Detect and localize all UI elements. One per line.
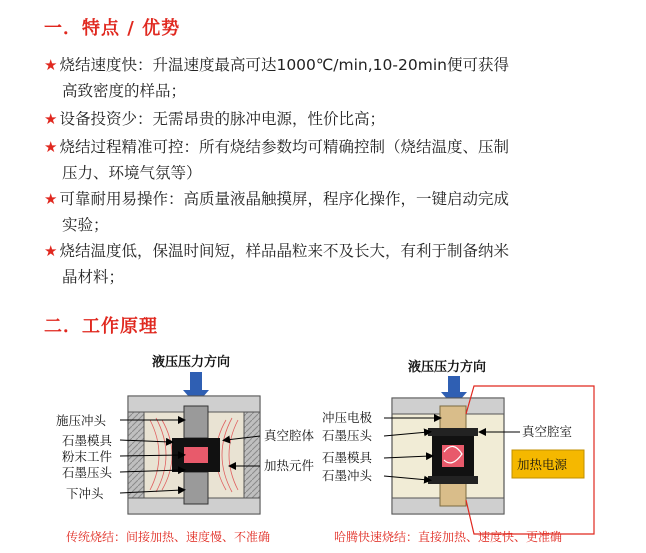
bullet-4: ★ 可靠耐用易操作：高质量液晶触摸屏，程序化操作，一键启动完成 实验； xyxy=(44,190,509,234)
left-label-vacuum: 真空腔体 xyxy=(264,428,315,443)
star-icon: ★ xyxy=(44,242,58,260)
star-icon: ★ xyxy=(44,56,58,74)
star-icon: ★ xyxy=(44,190,58,208)
bullet-1: ★ 烧结速度快：升温速度最高可达1000℃/min,10-20min便可获得 高致密度的样品； xyxy=(44,56,509,100)
star-icon: ★ xyxy=(44,138,58,156)
left-diagram xyxy=(56,354,315,544)
section1-title: 一．特点 / 优势 xyxy=(44,18,181,39)
section2-title: 二．工作原理 xyxy=(44,316,158,337)
left-label-press-head: 石墨压头 xyxy=(62,465,113,480)
bullet-2: ★ 设备投资少：无需昂贵的脉冲电源，性价比高； xyxy=(44,110,385,128)
left-caption: 传统烧结：间接加热、速度慢、不准确 xyxy=(66,530,271,544)
left-pressure-label: 液压压力方向 xyxy=(152,355,231,370)
right-label-chamber: 真空腔室 xyxy=(522,424,573,439)
star-icon: ★ xyxy=(44,110,58,128)
right-label-press-head: 石墨压头 xyxy=(322,428,373,443)
right-label-punch: 石墨冲头 xyxy=(322,468,373,483)
right-label-electrode: 冲压电极 xyxy=(322,410,373,425)
left-label-lower-punch: 下冲头 xyxy=(66,486,104,501)
right-label-power: 加热电源 xyxy=(517,457,568,472)
left-label-mold: 石墨模具 xyxy=(62,433,113,448)
bullet-5: ★ 烧结温度低，保温时间短，样品晶粒来不及长大，有利于制备纳米 晶材料； xyxy=(44,242,509,286)
right-caption: 哈腾快速烧结：直接加热、速度快、更准确 xyxy=(334,530,563,544)
left-label-punch: 施压冲头 xyxy=(56,413,107,428)
left-label-powder: 粉末工件 xyxy=(62,449,113,464)
right-label-mold: 石墨模具 xyxy=(322,450,373,465)
bullet-3: ★ 烧结过程精准可控：所有烧结参数均可精确控制（烧结温度、压制 压力、环境气氛等） xyxy=(44,138,509,182)
right-diagram xyxy=(322,359,594,544)
left-label-heater: 加热元件 xyxy=(264,458,315,473)
right-pressure-label: 液压压力方向 xyxy=(408,360,487,375)
